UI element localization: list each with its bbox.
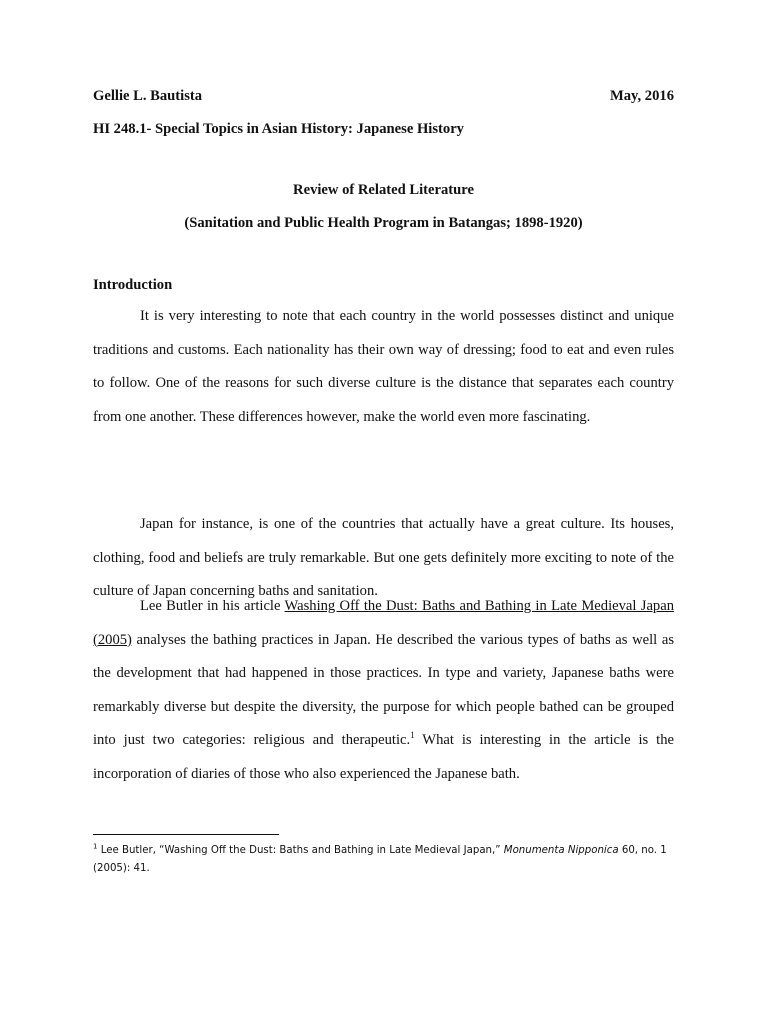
document-date: May, 2016 (609, 88, 674, 104)
paragraph-2: Japan for instance, is one of the countries that actually have a great culture. Its houses, clothing, food and beliefs are truly remarkable. But one gets definitely more exciting to note of the culture of Japan concerning baths and sanitation. (93, 516, 674, 600)
article-title-underlined: Washing Off the Dust: Baths and Bathing in Late Medieval Japan (2005) (93, 598, 674, 648)
paragraph-3-end: What is interesting in the article is the incorporation of diaries of those who also experienced the Japanese bath. (93, 732, 674, 782)
section-heading-introduction: Introduction (93, 277, 173, 293)
paragraph-3-body: analyses the bathing practices in Japan. He described the various types of baths as well as the development that had happened in those practices. In type and variety, Japanese baths were remarkably diverse but despite the diversity, the purpose for which people bathed can be grouped into just two categories: religious and therapeutic. (93, 631, 674, 749)
paragraph-1: It is very interesting to note that each country in the world possesses distinct and unique traditions and customs. Each nationality has their own way of dressing; food to eat and even rules to follow. One of the reasons for such diverse culture is the distance that separates each country from one another. These differences however, make the world even more fascinating. (93, 308, 674, 425)
footnote-journal-name: Monumenta Nipponica (503, 845, 619, 856)
paragraph-3-intro: Lee Butler in his article (140, 598, 285, 614)
author-name: Gellie L. Bautista (93, 88, 203, 104)
header-row (93, 88, 674, 105)
document-title: Review of Related Literature (293, 182, 474, 198)
footnote-text-end: 60, no. 1 (2005): 41. (93, 845, 667, 874)
footnote-text-start: Lee Butler, “Washing Off the Dust: Baths and Bathing in Late Medieval Japan,” (97, 845, 504, 856)
paragraph-3 (93, 590, 674, 792)
footnote-marker: 1 (93, 842, 98, 851)
footnote-reference-marker: 1 (410, 730, 415, 741)
footnote-divider (93, 834, 279, 835)
course-title: HI 248.1- Special Topics in Asian History: Japanese History (93, 121, 464, 137)
document-subtitle: (Sanitation and Public Health Program in Batangas; 1898-1920) (184, 215, 583, 231)
footnote-1 (93, 842, 683, 878)
